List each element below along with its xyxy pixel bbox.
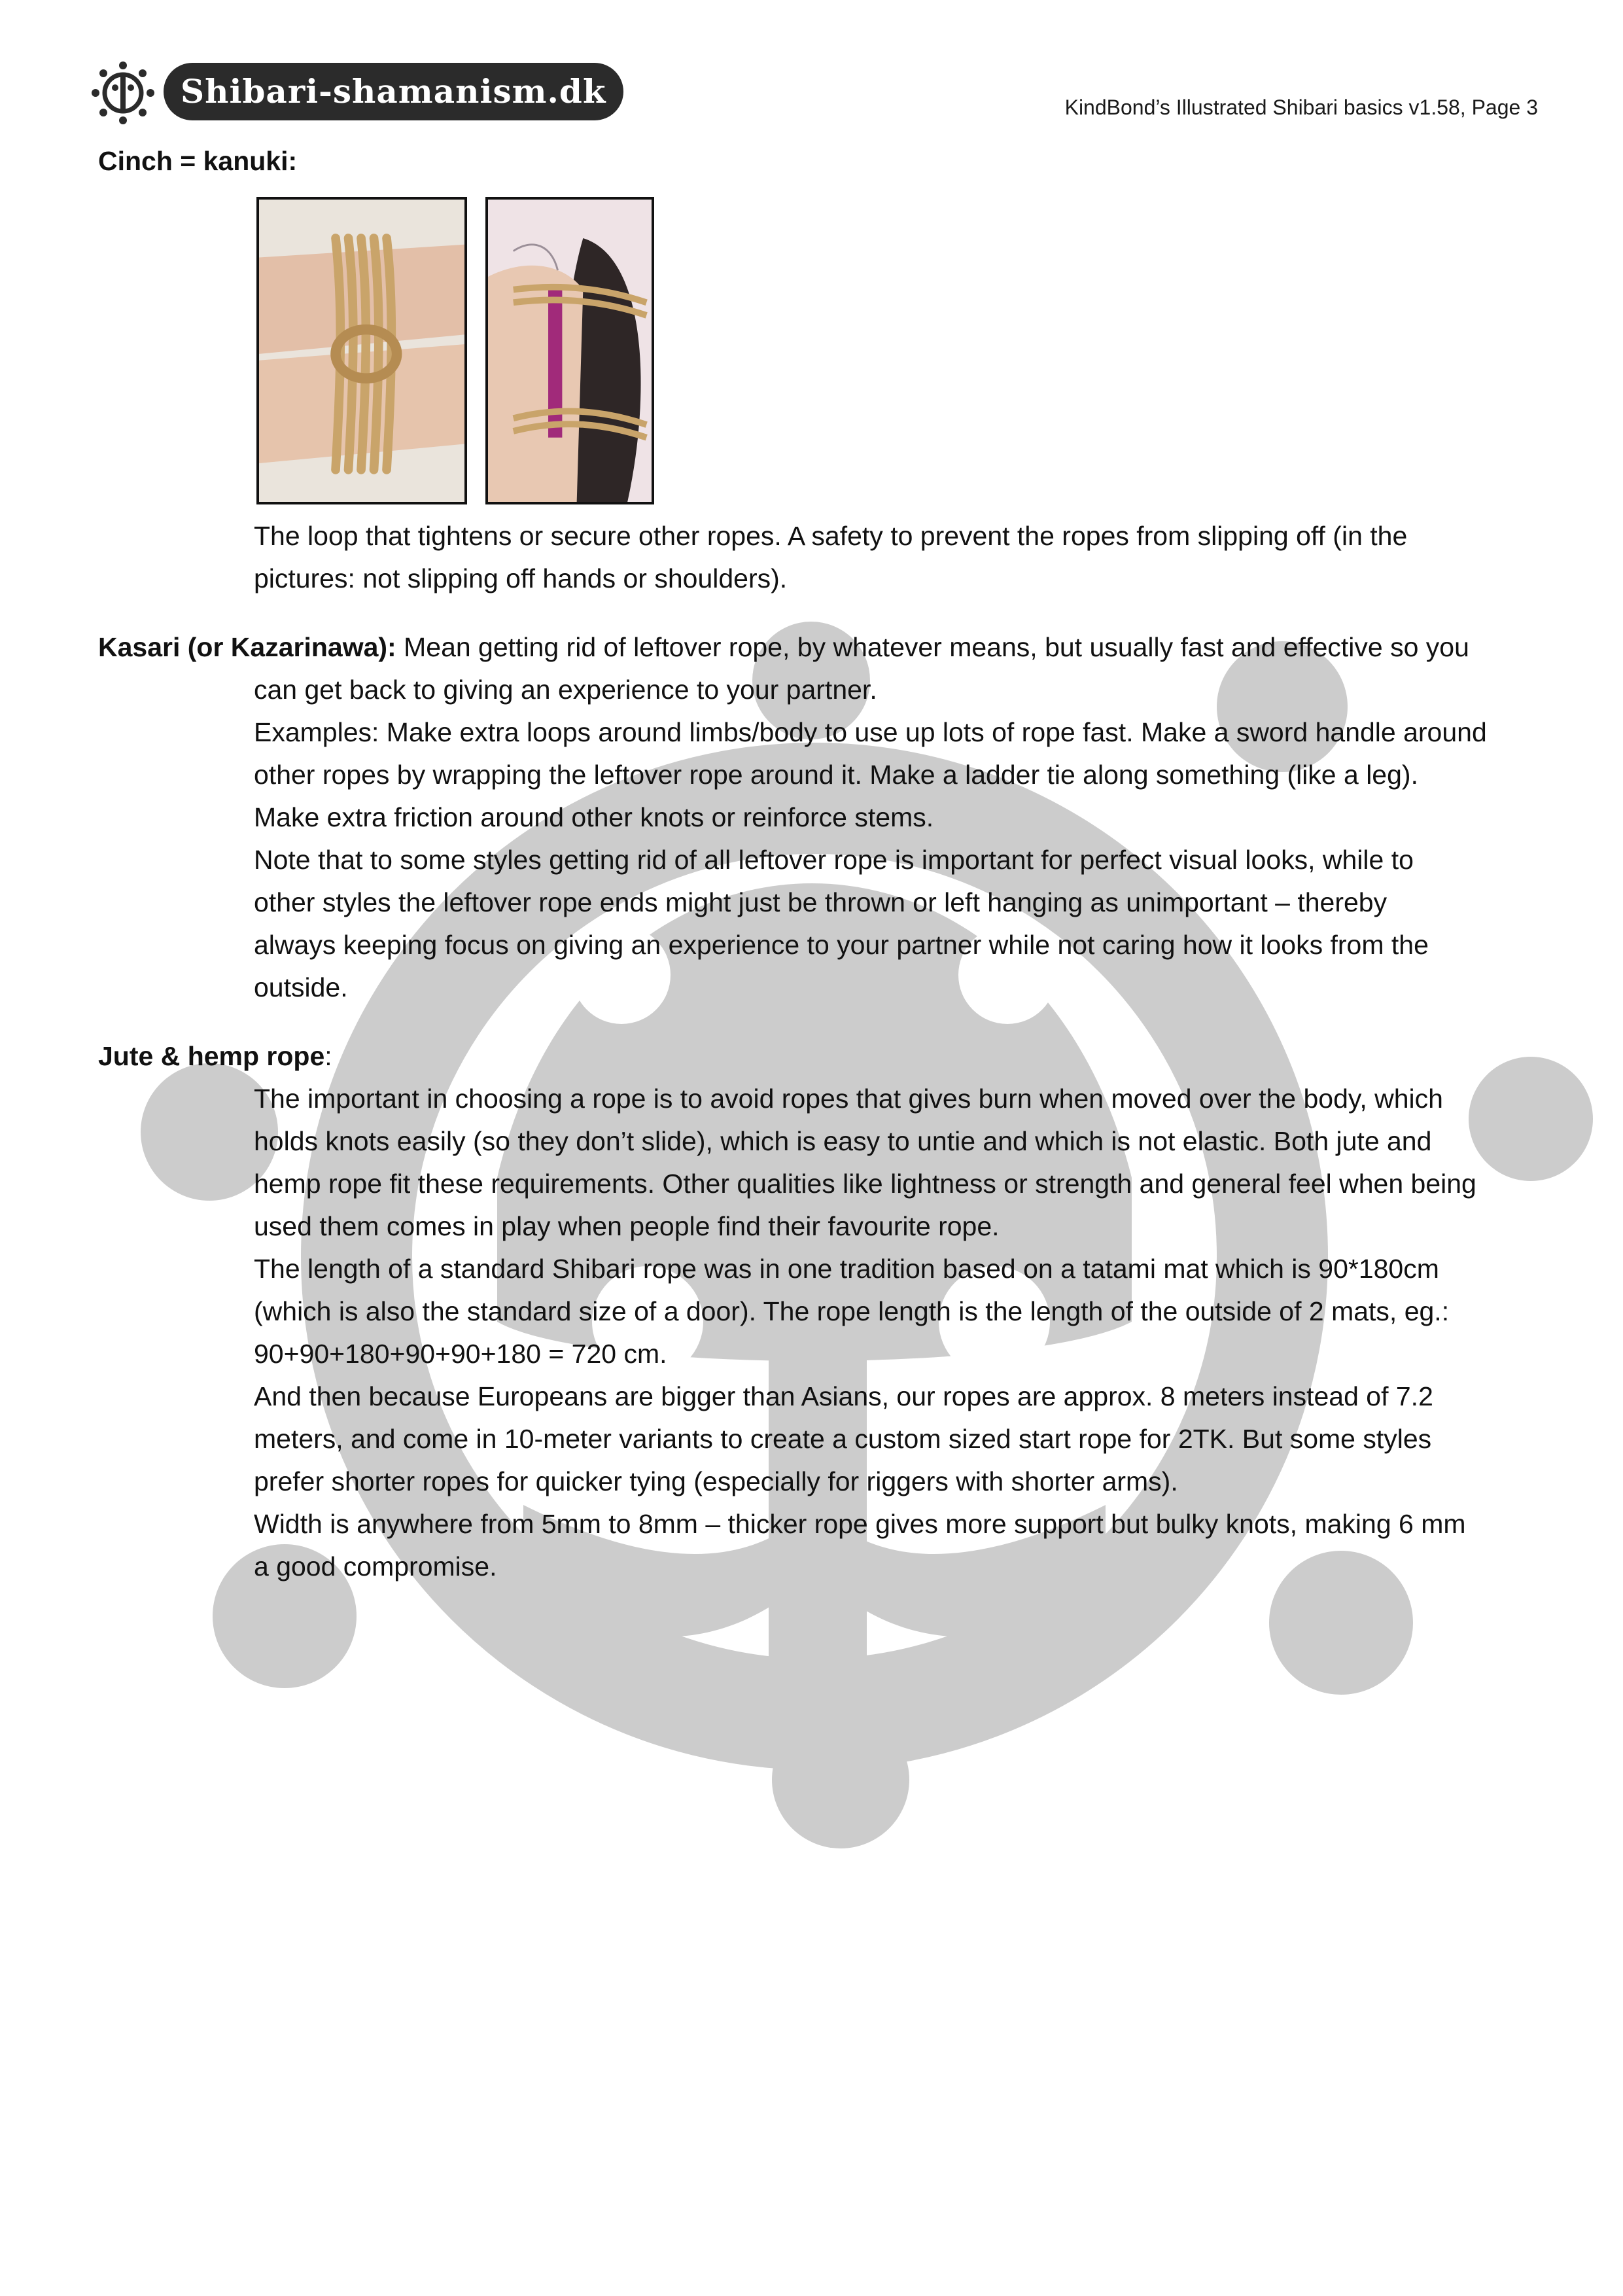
text-line: used them comes in play when people find their favourite rope. — [254, 1211, 1000, 1241]
photo-shoulder-cinch — [485, 197, 654, 504]
photo-wrist-cinch — [256, 197, 467, 504]
definition-jute-hemp — [98, 1078, 1537, 1588]
definition-kasari-first-line — [98, 626, 1537, 669]
term-cinch: Cinch = kanuki: — [98, 146, 298, 176]
section-jute-hemp — [98, 1035, 1537, 1588]
text-line: prefer shorter ropes for quicker tying (especially for riggers with shorter arms). — [254, 1466, 1178, 1496]
document-body — [98, 140, 1537, 1588]
text-line: Width is anywhere from 5mm to 8mm – thicker rope gives more support but bulky knots, making 6 mm — [254, 1509, 1466, 1539]
term-line-jute-hemp — [98, 1035, 1537, 1078]
text-line: Make extra friction around other knots or reinforce stems. — [254, 802, 934, 832]
text-line: a good compromise. — [254, 1551, 497, 1581]
text-line: hemp rope fit these requirements. Other qualities like lightness or strength and general feel when being — [254, 1169, 1476, 1199]
text-line: always keeping focus on giving an experience to your partner while not caring how it looks from the — [254, 930, 1429, 960]
text-line: can get back to giving an experience to your partner. — [254, 675, 877, 705]
text-line: other styles the leftover rope ends might just be thrown or left hanging as unimportant – thereby — [254, 887, 1387, 917]
text-line: holds knots easily (so they don’t slide), which is easy to untie and which is not elastic. Both jute and — [254, 1126, 1432, 1156]
term-kasari: Kasari (or Kazarinawa): — [98, 632, 396, 662]
definition-cinch — [98, 515, 1537, 600]
text-line: The important in choosing a rope is to avoid ropes that gives burn when moved over the body, which — [254, 1084, 1443, 1114]
text-line: (which is also the standard size of a door). The rope length is the length of the outside of 2 mats, eg.: — [254, 1296, 1450, 1326]
site-logo — [90, 60, 606, 126]
term-jute-hemp: Jute & hemp rope — [98, 1041, 325, 1071]
section-cinch — [98, 140, 1537, 600]
logo-text: Shibari-shamanism.dk — [164, 63, 623, 120]
term-colon: : — [324, 1041, 332, 1071]
text-line: And then because Europeans are bigger than Asians, our ropes are approx. 8 meters instead of 7.2 — [254, 1381, 1433, 1411]
text-line: pictures: not slipping off hands or shoulders). — [254, 563, 788, 593]
text-line: other ropes by wrapping the leftover rope around it. Make a ladder tie along something (like a leg). — [254, 760, 1418, 790]
photo-row — [256, 197, 1537, 504]
text-line: meters, and come in 10-meter variants to create a custom sized start rope for 2TK. But some styles — [254, 1424, 1432, 1454]
page-info: KindBond’s Illustrated Shibari basics v1.58, Page 3 — [1064, 96, 1538, 119]
text-line: outside. — [254, 972, 348, 1002]
text-line: The loop that tightens or secure other ropes. A safety to prevent the ropes from slipping off (in the — [254, 521, 1408, 551]
text-line: Note that to some styles getting rid of all leftover rope is important for perfect visual looks, while to — [254, 845, 1414, 875]
text-line: Examples: Make extra loops around limbs/body to use up lots of rope fast. Make a sword handle around — [254, 717, 1487, 747]
text-line: 90+90+180+90+90+180 = 720 cm. — [254, 1339, 667, 1369]
text-line: Mean getting rid of leftover rope, by whatever means, but usually fast and effective so you — [396, 632, 1469, 662]
text-line: The length of a standard Shibari rope was in one tradition based on a tatami mat which is 90*180cm — [254, 1254, 1439, 1284]
section-kasari — [98, 626, 1537, 1009]
definition-kasari — [98, 669, 1537, 1009]
sun-symbol-icon — [90, 60, 156, 126]
